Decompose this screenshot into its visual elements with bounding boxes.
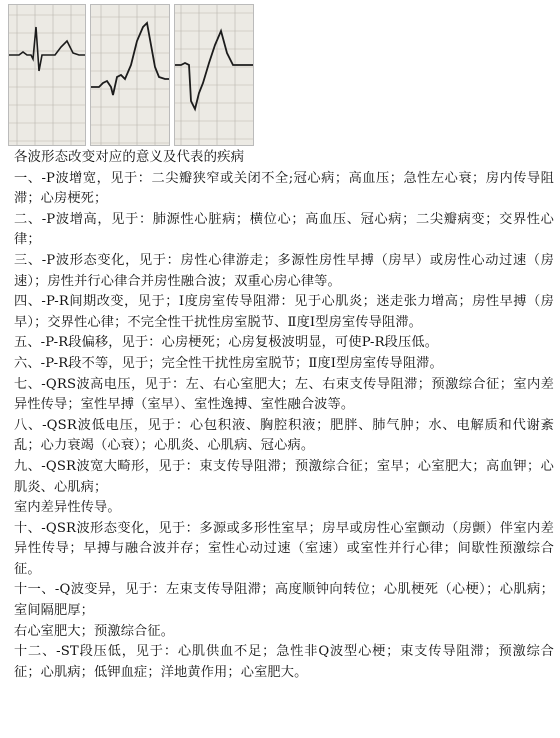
- ecg-figures: [8, 4, 308, 144]
- paragraph-pr-segment-unequal: 六、-P-R段不等，见于；完全性干扰性房室脱节；Ⅱ度Ⅰ型房室传导阻滞。: [14, 355, 443, 371]
- paragraph-p-wave-height: 二、-P波增高，见于：肺源性心脏病；横位心；高血压、冠心病；二尖瓣病变；交界性心律；: [14, 211, 554, 248]
- paragraph-pr-interval: 四、-P-R间期改变，见于；Ⅰ度房室传导阻滞：见于心肌炎；迷走张力增高；房性早搏（房早）；交界性心律；不完全性干扰性房室脱节、Ⅱ度Ⅰ型房室传导阻滞。: [14, 294, 554, 330]
- paragraph-p-wave-widening: 一、-P波增宽，见于：二尖瓣狭窄或关闭不全;冠心病；高血压；急性左心衰；房内传导阻滞；心房梗死；: [14, 170, 554, 207]
- paragraph-q-wave: 十一、-Q波变异，见于：左束支传导阻滞；高度顺钟向转位；心肌梗死（心梗）；心肌病；室间隔肥厚；: [14, 582, 554, 619]
- paragraph-qrs-low-voltage: 八、-QSR波低电压，见于：心包积液、胸腔积液；肥胖、肺气肿；水、电解质和代谢紊乱；心力衰竭（心衰）；心肌炎、心肌病、冠心病。: [14, 417, 554, 454]
- paragraph-st-depression: 十二、-ST段压低，见于：心肌供血不足；急性非Q波型心梗；束支传导阻滞；预激综合征；心肌病；低钾血症；洋地黄作用；心室肥大。: [14, 644, 554, 680]
- ecg-photo-3: [174, 4, 254, 146]
- paragraph-p-wave-shape: 三、-P波形态变化，见于：房性心律游走；多源性房性早搏（房早）或房性心动过速（房速）；房性并行心律合并房性融合波；双重心房心律等。: [14, 252, 554, 289]
- paragraph-qrs-shape: 十、-QSR波形态变化，见于：多源或多形性室早；房早或房性心室颤动（房颤）伴室内差异性传导；早搏与融合波并存；室性心动过速（室速）或室性并行心律；间歇性预激综合征。: [14, 520, 554, 577]
- ecg-photo-2: [90, 4, 170, 146]
- paragraph-qrs-high-voltage: 七、-QRS波高电压，见于：左、右心室肥大；左、右束支传导阻滞；预激综合征；室内差异性传导；室性早搏（室早）、室性逸搏、室性融合波等。: [14, 376, 554, 413]
- paragraph-pr-segment-shift: 五、-P-R段偏移，见于：心房梗死；心房复极波明显，可使P-R段压低。: [14, 335, 439, 351]
- paragraph-qrs-wide: 九、-QSR波宽大畸形，见于：束支传导阻滞；预激综合征；室早；心室肥大；高血钾；心肌炎、心肌病；: [14, 458, 554, 495]
- article-body: [14, 148, 554, 683]
- ecg-photo-1: [8, 4, 86, 146]
- article-title: 各波形态改变对应的意义及代表的疾病: [14, 150, 245, 165]
- paragraph-qrs-wide-continued: 室内差异性传导。: [14, 500, 121, 516]
- paragraph-q-wave-continued: 右心室肥大；预激综合征。: [14, 623, 175, 639]
